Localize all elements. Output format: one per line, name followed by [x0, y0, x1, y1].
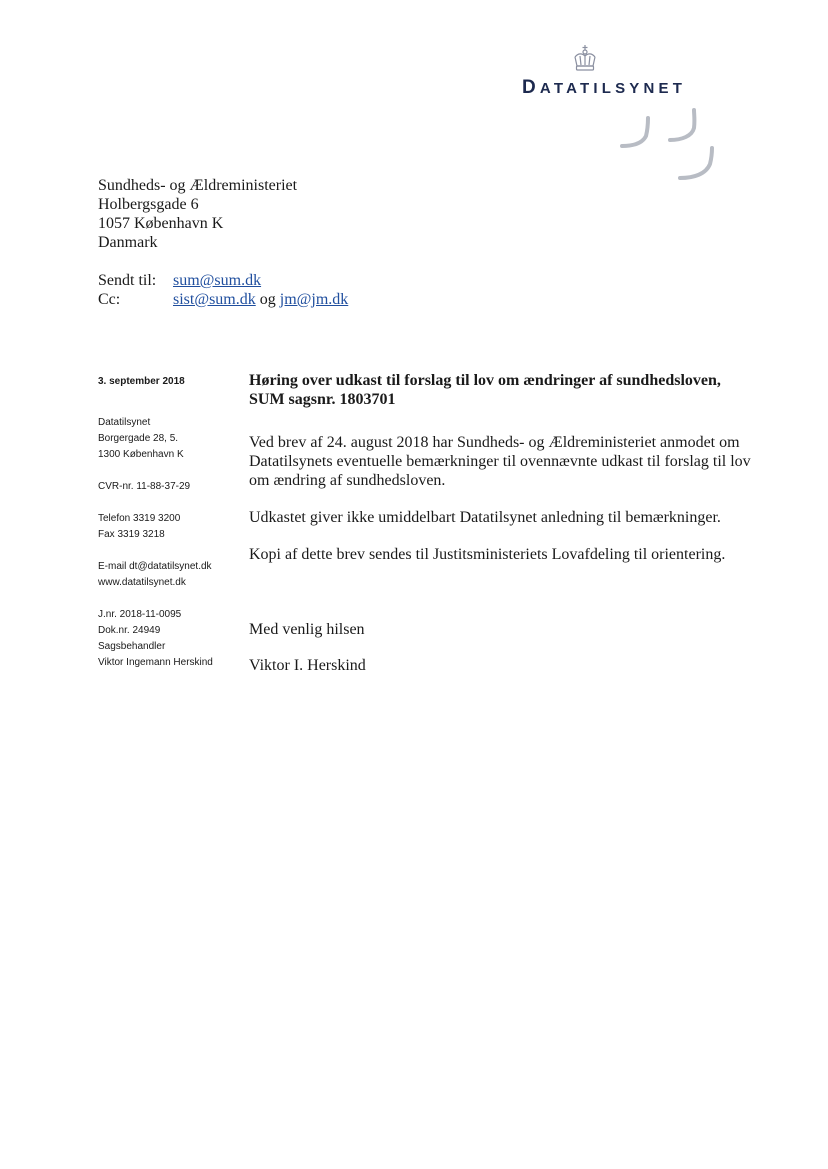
org-name: Datatilsynet [98, 417, 151, 428]
cc-email-link-1[interactable]: sist@sum.dk [173, 291, 256, 308]
org-street: Borgergade 28, 5. [98, 433, 179, 444]
cc-label: Cc: [98, 291, 121, 308]
phone-number: Telefon 3319 3200 [98, 513, 181, 524]
closing: Med venlig hilsen [249, 621, 365, 638]
paragraph-2: Udkastet giver ikke umiddelbart Datatilsynet anledning til bemærkninger. [249, 509, 721, 526]
journal-number: J.nr. 2018-11-0095 [98, 609, 182, 620]
logo-text-first: D [522, 77, 540, 98]
cvr-number: CVR-nr. 11-88-37-29 [98, 481, 191, 492]
sendt-label: Sendt til: [98, 272, 157, 289]
fax-number: Fax 3319 3218 [98, 529, 165, 540]
letter-body [249, 371, 759, 675]
address-line: Holbergsgade 6 [98, 196, 199, 213]
letter-date: 3. september 2018 [98, 376, 185, 387]
cc-row [98, 290, 348, 309]
logo-wordmark [522, 77, 686, 99]
paragraph-line: Datatilsynets eventuelle bemærkninger til ovennævnte udkast til forslag til lov [249, 453, 751, 470]
recipient-address [98, 176, 297, 252]
cc-email-link-2[interactable]: jm@jm.dk [279, 291, 349, 308]
address-line: Danmark [98, 234, 158, 251]
address-line: 1057 København K [98, 215, 224, 232]
recipients-block [98, 271, 348, 309]
cc-joiner-text: og [259, 291, 276, 308]
paragraph-line: om ændring af sundhedsloven. [249, 472, 446, 489]
paragraph-1 [249, 433, 759, 490]
logo-text-rest: ATATILSYNET [539, 80, 687, 97]
address-line: Sundheds- og Ældreministeriet [98, 177, 298, 194]
case-handler-label: Sagsbehandler [98, 641, 166, 652]
document-number: Dok.nr. 24949 [98, 625, 161, 636]
letter-subject [249, 371, 759, 409]
org-city: 1300 København K [98, 449, 184, 460]
email-address: E-mail dt@datatilsynet.dk [98, 561, 212, 572]
sender-info-column [98, 374, 238, 671]
sendt-row [98, 271, 348, 290]
subject-line: SUM sagsnr. 1803701 [249, 391, 396, 408]
paragraph-line: Ved brev af 24. august 2018 har Sundheds- og Ældreministeriet anmodet om [249, 434, 740, 451]
signature: Viktor I. Herskind [249, 657, 366, 674]
website: www.datatilsynet.dk [98, 577, 186, 588]
subject-line: Høring over udkast til forslag til lov om ændringer af sundhedsloven, [249, 372, 721, 389]
paragraph-3: Kopi af dette brev sendes til Justitsministeriets Lovafdeling til orientering. [249, 546, 726, 563]
case-handler-name: Viktor Ingemann Herskind [98, 657, 213, 668]
cc-joiner [256, 290, 280, 309]
sendt-email-link[interactable]: sum@sum.dk [173, 272, 262, 289]
handwritten-marks [618, 106, 730, 186]
crown-icon [570, 44, 600, 74]
